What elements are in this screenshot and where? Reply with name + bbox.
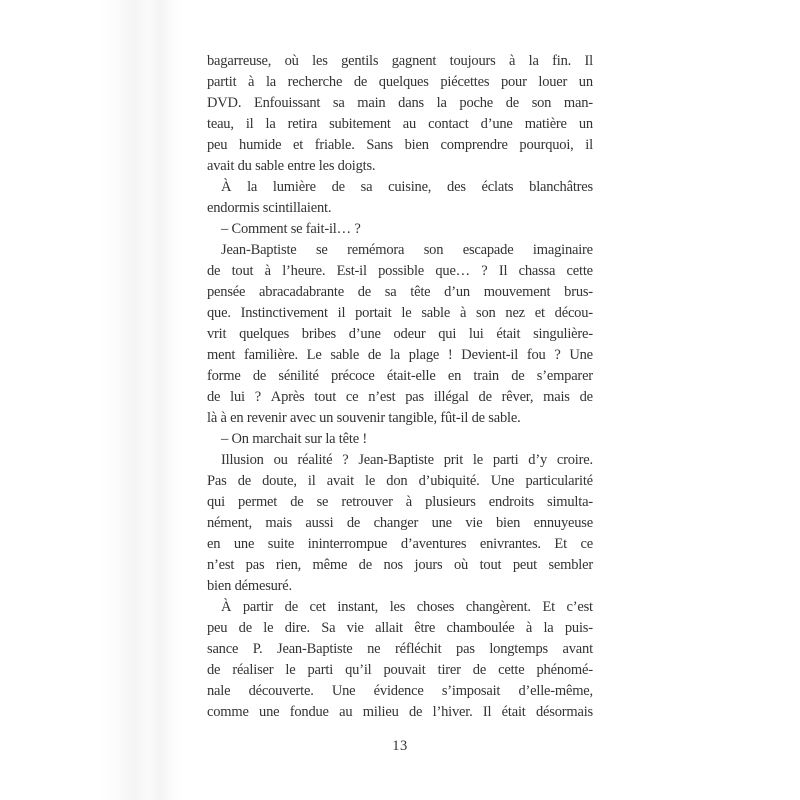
text-line: endormis scintillaient. bbox=[207, 200, 332, 216]
text-line: pensée abracadabrante de sa tête d’un mouvement brus- bbox=[207, 284, 593, 300]
text-line: teau, il la retira subitement au contact d’une matière un bbox=[207, 116, 593, 132]
text-line: là à en revenir avec un souvenir tangible, fût-il de sable. bbox=[207, 410, 521, 426]
text-line: forme de sénilité précoce était-elle en train de s’emparer bbox=[207, 368, 593, 384]
dialogue-line: – On marchait sur la tête ! bbox=[221, 431, 367, 447]
paragraph bbox=[207, 51, 593, 177]
page-gutter-shadow bbox=[100, 0, 185, 800]
text-line: partit à la recherche de quelques piécettes pour louer un bbox=[207, 74, 593, 90]
paragraph bbox=[207, 240, 593, 429]
paragraph bbox=[207, 597, 593, 723]
page-number: 13 bbox=[392, 738, 408, 754]
text-line: DVD. Enfouissant sa main dans la poche de son man- bbox=[207, 95, 593, 111]
text-line: en une suite ininterrompue d’aventures enivrantes. Et ce bbox=[207, 536, 593, 552]
text-line: bien démesuré. bbox=[207, 578, 292, 594]
text-line: À partir de cet instant, les choses changèrent. Et c’est bbox=[221, 599, 593, 615]
paragraph bbox=[207, 450, 593, 597]
text-line: Pas de doute, il avait le don d’ubiquité. Une particularité bbox=[207, 473, 593, 489]
paragraph bbox=[207, 429, 593, 450]
paragraph bbox=[207, 177, 593, 219]
text-line: comme une fondue au milieu de l’hiver. Il était désormais bbox=[207, 704, 593, 720]
paragraph bbox=[207, 219, 593, 240]
page-text-block bbox=[207, 51, 593, 723]
text-line: nale découverte. Une évidence s’imposait d’elle-même, bbox=[207, 683, 593, 699]
text-line: Jean-Baptiste se remémora son escapade imaginaire bbox=[221, 242, 593, 258]
text-line: bagarreuse, où les gentils gagnent toujours à la fin. Il bbox=[207, 53, 593, 69]
text-line: n’est pas rien, même de nos jours où tout peut sembler bbox=[207, 557, 593, 573]
text-line: Illusion ou réalité ? Jean-Baptiste prit le parti d’y croire. bbox=[221, 452, 593, 468]
text-line: qui permet de se retrouver à plusieurs endroits simulta- bbox=[207, 494, 593, 510]
text-line: peu humide et friable. Sans bien comprendre pourquoi, il bbox=[207, 137, 593, 153]
text-line: de tout à l’heure. Est-il possible que… ? Il chassa cette bbox=[207, 263, 593, 279]
text-line: avait du sable entre les doigts. bbox=[207, 158, 376, 174]
text-line: ment familière. Le sable de la plage ! Devient-il fou ? Une bbox=[207, 347, 593, 363]
text-line: que. Instinctivement il portait le sable à son nez et décou- bbox=[207, 305, 593, 321]
text-line: peu de le dire. Sa vie allait être chamboulée à la puis- bbox=[207, 620, 593, 636]
text-line: vrit quelques bribes d’une odeur qui lui était singulière- bbox=[207, 326, 593, 342]
dialogue-line: – Comment se fait-il… ? bbox=[221, 221, 361, 237]
text-line: de lui ? Après tout ce n’est pas illégal de rêver, mais de bbox=[207, 389, 593, 405]
text-line: de réaliser le parti qu’il pouvait tirer de cette phénomé- bbox=[207, 662, 593, 678]
text-line: À la lumière de sa cuisine, des éclats blanchâtres bbox=[221, 179, 593, 195]
text-line: sance P. Jean-Baptiste ne réfléchit pas longtemps avant bbox=[207, 641, 593, 657]
text-line: nément, mais aussi de changer une vie bien ennuyeuse bbox=[207, 515, 593, 531]
